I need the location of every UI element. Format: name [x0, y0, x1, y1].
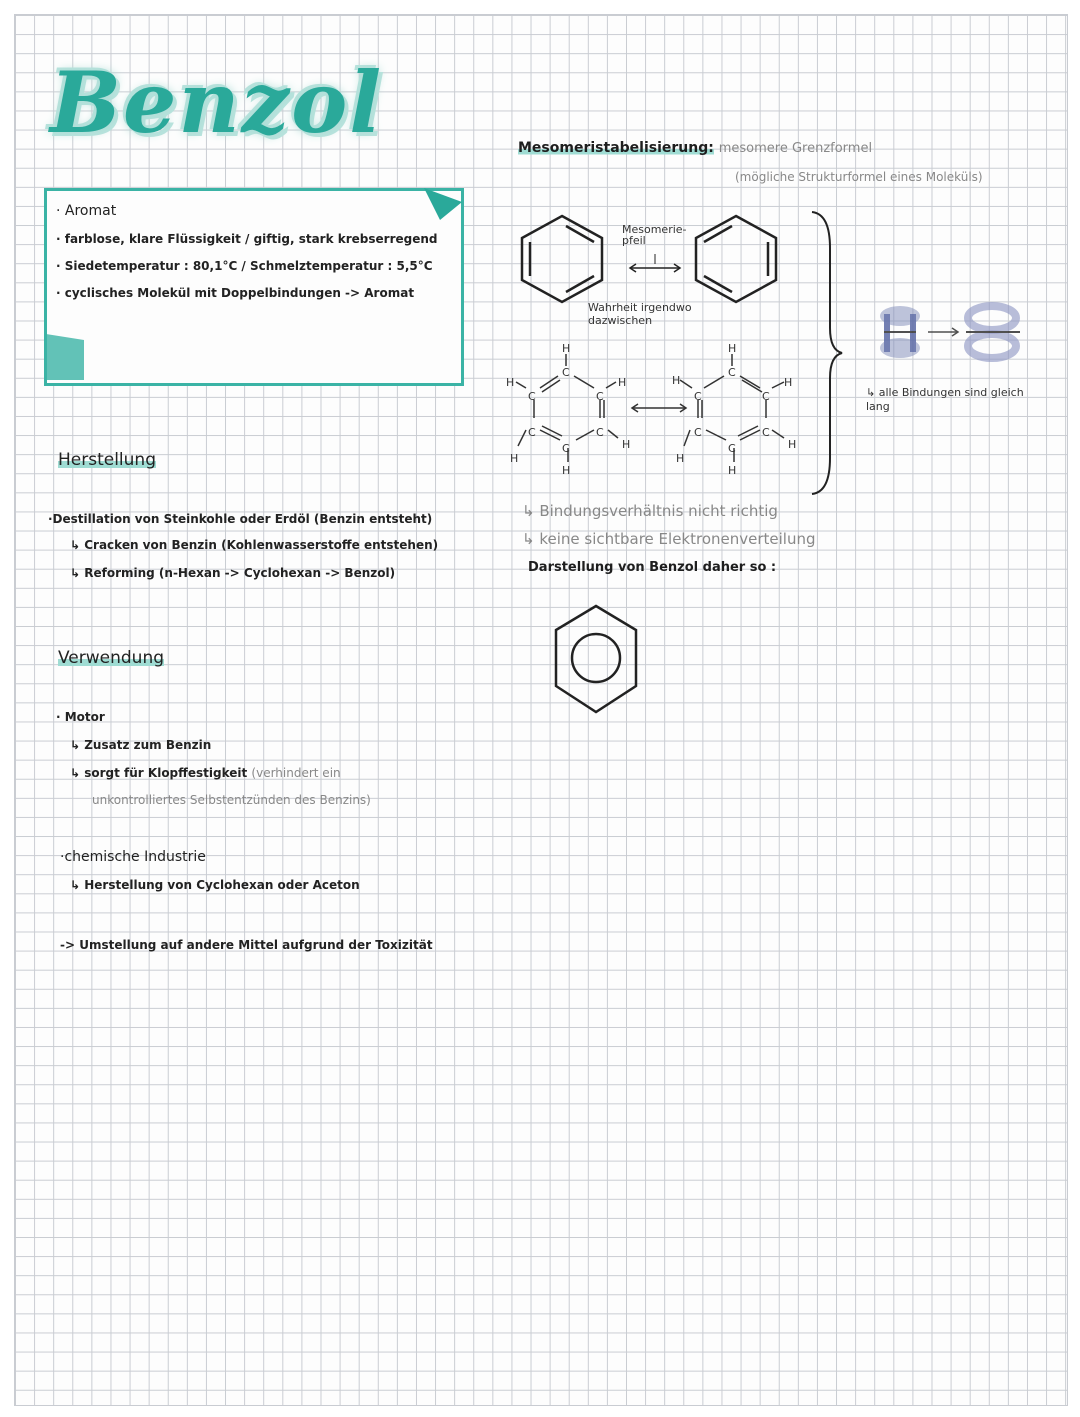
double-bond: [704, 226, 732, 242]
title-area: [38, 38, 498, 168]
herstellung-line: ↳ Reforming (n-Hexan -> Cyclohexan -> Benzol): [70, 566, 396, 580]
info-item: · Aromat: [56, 203, 117, 219]
atom-c: C: [762, 390, 770, 403]
mesomerie-label: Mesomeristabelisierung:: [518, 140, 714, 156]
info-item: · cyclisches Molekül mit Doppelbindungen -> Aromat: [56, 286, 415, 300]
atom-h: H: [622, 438, 631, 451]
section-heading-verwendung: [58, 648, 164, 668]
verwendung-line-grey: unkontrolliertes Selbstentzünden des Benzins): [92, 793, 371, 807]
verwendung-line: ↳ Zusatz zum Benzin: [70, 738, 212, 752]
mesomerie-point: ↳ keine sichtbare Elektronenverteilung: [522, 530, 816, 548]
herstellung-line: ↳ Cracken von Benzin (Kohlenwasserstoffe entstehen): [70, 538, 439, 552]
verwendung-line: · Motor: [56, 710, 105, 724]
verwendung-line: [70, 766, 341, 780]
mesomerie-pfeil-label: Mesomerie-pfeil: [622, 223, 687, 247]
verwendung-line: ·chemische Industrie: [60, 849, 206, 865]
info-item: · farblose, klare Flüssigkeit / giftig, stark krebserregend: [56, 232, 438, 246]
atom-h: H: [672, 374, 681, 387]
atom-h: H: [788, 438, 797, 451]
atom-c: C: [596, 390, 604, 403]
herstellung-line: ·Destillation von Steinkohle oder Erdöl (Benzin entsteht): [48, 512, 433, 526]
mesomerie-grenzformel: mesomere Grenzformel: [718, 141, 873, 156]
double-bond: [704, 276, 732, 292]
benzene-aromatic-icon: [548, 600, 644, 720]
atom-c: C: [762, 426, 770, 439]
atom-h: H: [562, 342, 571, 355]
atom-h: H: [506, 376, 515, 389]
atom-h: H: [728, 464, 737, 477]
atom-c: C: [562, 366, 570, 379]
atom-h: H: [676, 452, 685, 465]
verwendung-line: ↳ Herstellung von Cyclohexan oder Aceton: [70, 878, 360, 892]
atom-h: H: [728, 342, 737, 355]
box-corner-tab-icon: [420, 186, 464, 222]
page-title: Benzol: [50, 53, 384, 152]
double-bond: [566, 276, 594, 292]
benzene-ring-right: [696, 216, 776, 302]
curly-brace-icon: [808, 208, 848, 498]
darstellung-text: Darstellung von Benzol daher so :: [528, 560, 777, 575]
double-bond: [566, 226, 594, 242]
atom-h: H: [784, 376, 793, 389]
structural-formulas: [500, 338, 820, 478]
atom-c: C: [728, 366, 736, 379]
section-heading-herstellung: [58, 450, 156, 470]
benzene-ring-left: [522, 216, 602, 302]
atom-c: C: [694, 390, 702, 403]
atom-h: H: [562, 464, 571, 477]
heading-text: Verwendung: [58, 648, 165, 668]
mesomerie-struktur: (mögliche Strukturformel eines Moleküls): [735, 170, 983, 184]
atom-h: H: [618, 376, 627, 389]
mesomerie-heading: [518, 140, 872, 156]
atom-h: H: [510, 452, 519, 465]
verwendung-conclusion: -> Umstellung auf andere Mittel aufgrund der Toxizität: [60, 938, 433, 952]
wahrheit-label: Wahrheit irgendwo dazwischen: [588, 301, 692, 327]
alle-bindungen-text: ↳ alle Bindungen sind gleich lang: [866, 386, 1024, 413]
atom-c: C: [528, 390, 536, 403]
verwendung-text: ↳ sorgt für Klopffestigkeit: [70, 766, 248, 780]
heading-text: Herstellung: [58, 450, 156, 470]
mesomerie-point: ↳ Bindungsverhältnis nicht richtig: [522, 502, 778, 520]
verwendung-text-grey: (verhindert ein: [251, 766, 341, 780]
atom-c: C: [596, 426, 604, 439]
info-item: · Siedetemperatur : 80,1°C / Schmelztemperatur : 5,5°C: [56, 259, 433, 273]
atom-c: C: [694, 426, 702, 439]
box-fold-corner-icon: [44, 332, 90, 382]
atom-c: C: [728, 442, 736, 455]
orbital-sketch-icon: [866, 298, 1046, 368]
atom-c: C: [528, 426, 536, 439]
atom-c: C: [562, 442, 570, 455]
